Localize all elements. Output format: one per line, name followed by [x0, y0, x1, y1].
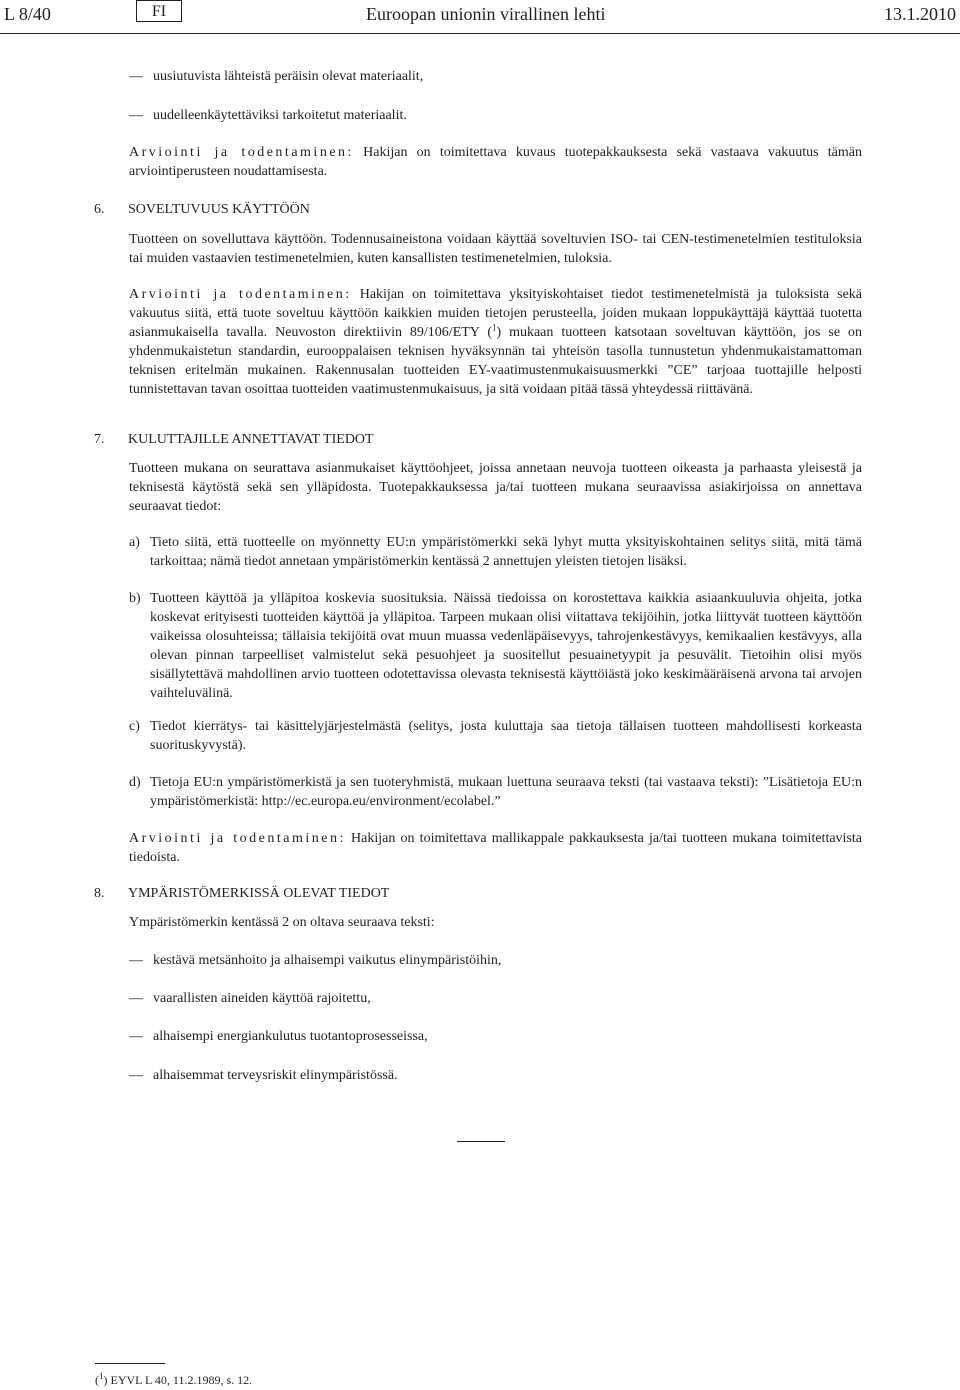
assessment-label: Arviointi ja todentaminen: [129, 145, 354, 160]
list-item [129, 773, 862, 811]
list-item: — alhaisempi energiankulutus tuotantoprosesseissa, [129, 1029, 428, 1044]
section-heading: 8. YMPÄRISTÖMERKISSÄ OLEVAT TIEDOT [94, 886, 390, 901]
section-heading: 7. KULUTTAJILLE ANNETTAVAT TIEDOT [94, 432, 374, 447]
item-text: Tuotteen käyttöä ja ylläpitoa koskevia suosituksia. Näissä tiedoissa on korostettava kaikkia asiaankuuluvia ohjeita, jotka koskevat erityisesti tuotteiden käyttöä ja ylläpitoa. Tarpeen mukaan olisi viitattava tekijöihin, jotka liittyvät tuotteen käyttöön vaikeissa olosuhteissa; tällaisia tekijöitä ovat muun muassa vedenläpäisevyys, tahrojenkestävyys, kemikaalien kestävyys, alla olevan pinnan tarpeelliset valmistelut sekä pesuohjeet ja suositellut pesuainetyypit ja pesuvälit. Tietoihin olisi myös sisällytettävä mahdollinen arvio tuotteen odotettavissa olevasta teknisestä käyttöiästä joko keskimääräisenä arvona tai arvojen vaihteluvälinä. [150, 591, 862, 701]
list-item [129, 533, 862, 571]
list-item: — alhaisemmat terveysriskit elinympäristössä. [129, 1068, 398, 1083]
journal-title: Euroopan unionin virallinen lehti [366, 4, 606, 24]
assessment-label: Arviointi ja todentaminen: [129, 831, 346, 846]
dash-marker: — [129, 953, 143, 968]
assessment-paragraph: Arviointi ja todentaminen: Hakijan on toimitettava mallikappale pakkauksesta ja/tai tuotteen mukana toimitettavista tiedoista. [129, 831, 862, 865]
dash-marker: — [129, 108, 143, 123]
assessment-paragraph: Arviointi ja todentaminen: Hakijan on toimitettava yksityiskohtaiset tiedot testimenetelmistä ja tuloksista sekä vakuutus siitä, että tuote soveltuu käyttöön kaikkien muiden tietojen perusteella, joiden mukaan loppukäyttäjä käyttää tuotetta asianmukaisella tavalla. Neuvoston direktiivin 89/106/ETY ($^1$) mukaan tuotteen katsotaan soveltuvan käyttöön, jos se on yhdenmukaistetun standardin, eurooppalaisen teknisen hyväksynnän tai yhteisön tasolla tunnustetun yhdenmukaistamattoman teknisen eritelmän mukainen. Rakennusalan tuotteiden EY-vaatimustenmukaisuusmerkki ”CE” tarjoaa tuottajille helposti tunnistettavan tavan osoittaa tuotteiden vaatimustenmukaisuus, ja sitä voidaan pitää tässä yhteydessä riittävänä. [129, 287, 862, 397]
item-label: a) [129, 535, 140, 550]
list-item: — uudelleenkäytettäviksi tarkoitetut materiaalit. [129, 108, 407, 123]
list-item: — vaarallisten aineiden käyttöä rajoitettu, [129, 991, 371, 1006]
list-item: — uusiutuvista lähteistä peräisin olevat materiaalit, [129, 69, 424, 84]
language-badge: FI [136, 0, 182, 22]
dash-marker: — [129, 1029, 143, 1044]
dash-marker: — [129, 69, 143, 84]
assessment-paragraph: Arviointi ja todentaminen: Hakijan on toimitettava kuvaus tuotepakkauksesta sekä vastaava vakuutus tämän arviointiperusteen noudattamisesta. [129, 145, 863, 179]
section-paragraph: Tuotteen mukana on seurattava asianmukaiset käyttöohjeet, joissa annetaan neuvoja tuotteen oikeasta ja parhaasta yleisestä ja teknisestä käytöstä sekä sen ylläpidosta. Tuotepakkauksessa ja/tai tuotteen mukana seuraavissa asiakirjoissa on annettava seuraavat tiedot: [129, 461, 862, 514]
dash-marker: — [129, 1068, 143, 1083]
list-item: — kestävä metsänhoito ja alhaisempi vaikutus elinympäristöihin, [129, 953, 502, 968]
list-item [129, 589, 862, 703]
footnote-mark: 1 [99, 1371, 104, 1381]
item-label: b) [129, 591, 141, 606]
section-heading: 6. SOVELTUVUUS KÄYTTÖÖN [94, 202, 310, 217]
header-divider [0, 33, 960, 34]
section-paragraph: Ympäristömerkin kentässä 2 on oltava seuraava teksti: [129, 915, 435, 930]
footnote-divider [95, 1363, 165, 1364]
assessment-label: Arviointi ja todentaminen: [129, 287, 352, 302]
item-text: Tiedot kierrätys- tai käsittelyjärjestelmästä (selitys, josta kuluttaja saa tietoja tällaisen tuotteen mahdollisesti korkeasta suorituskyvystä). [150, 719, 862, 753]
footnote-ref: 1 [491, 322, 497, 333]
dash-marker: — [129, 991, 143, 1006]
item-text: Tietoja EU:n ympäristömerkistä ja sen tuoteryhmistä, mukaan luettuna seuraava teksti (tai vastaava teksti): ”Lisätietoja EU:n ympäristömerkistä: http://ec.europa.eu/environment/ecolabel.” [150, 775, 862, 809]
end-divider [457, 1141, 505, 1142]
item-label: c) [129, 719, 140, 734]
item-label: d) [129, 775, 141, 790]
item-text: Tieto siitä, että tuotteelle on myönnetty EU:n ympäristömerkki sekä lyhyt mutta yksityiskohtainen selitys siitä, mitä tämä tarkoittaa; nämä tiedot annetaan ympäristömerkin kentässä 2 annettujen yleisten tietojen lisäksi. [150, 535, 862, 569]
footnote: ($^1$) EYVL L 40, 11.2.1989, s. 12. [95, 1371, 253, 1387]
list-item [129, 717, 862, 755]
publication-date: 13.1.2010 [884, 4, 956, 24]
page-number: L 8/40 [4, 4, 51, 24]
section-paragraph: Tuotteen on sovelluttava käyttöön. Todennusaineistona voidaan käyttää soveltuvien ISO- tai CEN-testimenetelmien testituloksia tai muiden vastaavien testimenetelmien, kuten kansallisten testimenetelmien, tuloksia. [129, 232, 862, 266]
